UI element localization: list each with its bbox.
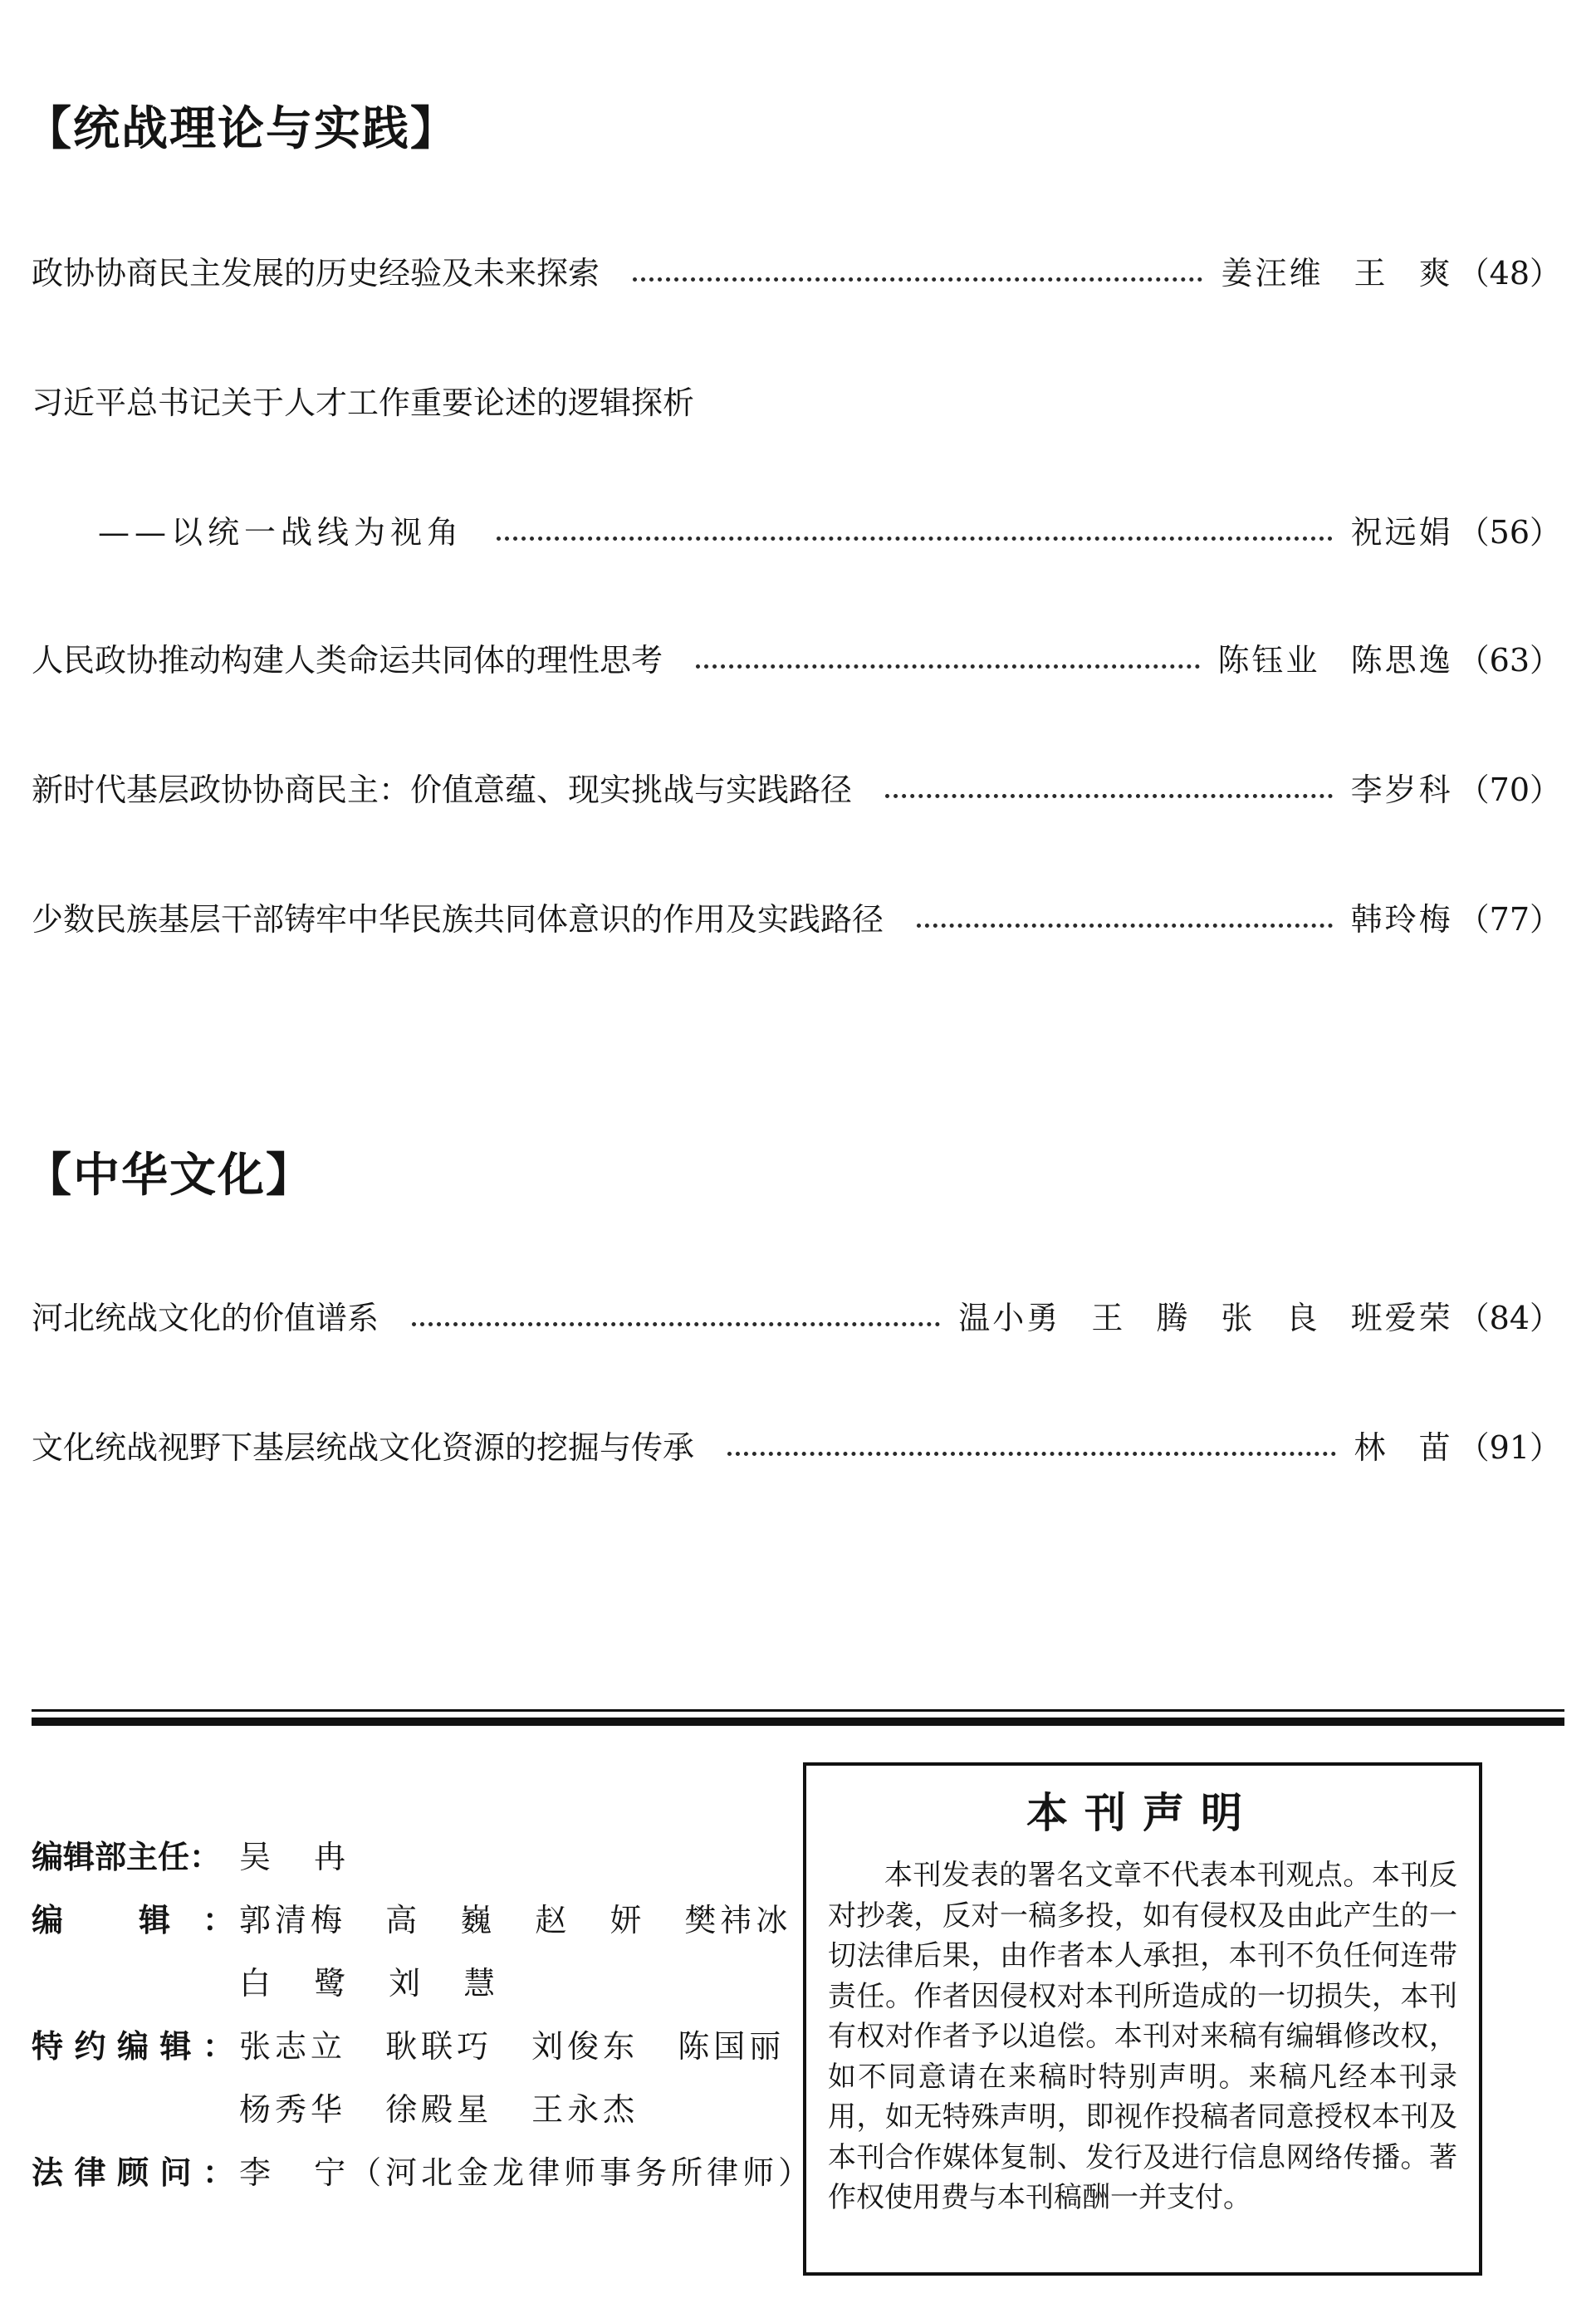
toc-entry-author: 陈钰业 陈思逸	[1217, 642, 1453, 679]
toc-entry[interactable]	[32, 889, 1561, 938]
toc-entry-title: 文化统战视野下基层统战文化资源的挖掘与传承	[32, 1429, 695, 1466]
staff-names: 张志立 耿联巧 刘俊东 陈国丽	[239, 2028, 786, 2065]
staff-label: 特约编辑：	[32, 2028, 234, 2065]
dot-leader	[917, 924, 1333, 928]
toc-entry-page: （84）	[1457, 1300, 1561, 1336]
toc-entry-title: 政协协商民主发展的历史经验及未来探索	[32, 255, 600, 292]
staff-row-editors-cont	[32, 1958, 796, 2021]
staff-label: 编 辑：	[32, 1902, 234, 1938]
toc-entry-author: 林 苗	[1354, 1429, 1453, 1466]
toc-entry-author: 李岁科	[1350, 772, 1453, 808]
toc-entry-title: 少数民族基层干部铸牢中华民族共同体意识的作用及实践路径	[32, 901, 884, 938]
divider-thick	[32, 1718, 1564, 1726]
toc-entry-page: （63）	[1457, 642, 1561, 679]
staff-row-special-editors	[32, 2021, 796, 2084]
staff-row-director	[32, 1831, 796, 1894]
staff-label: 编辑部主任：	[32, 1839, 222, 1875]
staff-row-special-editors-cont	[32, 2084, 796, 2147]
toc-entry[interactable]	[32, 1417, 1561, 1466]
toc-entry[interactable]	[32, 630, 1561, 679]
staff-row-legal	[32, 2147, 815, 2210]
toc-entry-title: 人民政协推动构建人类命运共同体的理性思考	[32, 642, 663, 679]
toc-entry-title: 新时代基层政协协商民主：价值意蕴、现实挑战与实践路径	[32, 772, 853, 808]
staff-names: 郭清梅 高 巍 赵 妍 樊祎冰	[239, 1902, 792, 1938]
staff-names: 杨秀华 徐殿星 王永杰	[239, 2091, 639, 2128]
journal-notice-box	[803, 1762, 1482, 2276]
toc-entry-page: （77）	[1457, 901, 1561, 938]
section-title-theory-practice: 【统战理论与实践】	[25, 102, 458, 156]
toc-entry[interactable]	[32, 1287, 1561, 1334]
dot-leader	[412, 1322, 940, 1326]
divider-thin	[32, 1709, 1564, 1712]
toc-entry-title: 河北统战文化的价值谱系	[32, 1300, 379, 1336]
editorial-staff	[32, 1831, 815, 2210]
toc-entry-author: 祝远娟	[1350, 514, 1453, 551]
notice-title: 本刊声明	[1026, 1789, 1259, 1837]
staff-names: 白 鹭 刘 慧	[239, 1965, 500, 2002]
toc-entry-title: ——以统一战线为视角	[98, 514, 464, 551]
staff-names: 吴 冉	[239, 1839, 350, 1875]
toc-entry-page: （48）	[1457, 255, 1561, 292]
toc-entry[interactable]	[32, 759, 1561, 806]
notice-body: 本刊发表的署名文章不代表本刊观点。本刊反对抄袭，反对一稿多投，如有侵权及由此产生的一切法律后果，由作者本人承担，本刊不负任何连带责任。作者因侵权对本刊所造成的一切损失，本刊有权对作者予以追偿。本刊对来稿有编辑修改权，如不同意请在来稿时特别声明。来稿凡经本刊录用，如无特殊声明，即视作投稿者同意授权本刊及本刊合作媒体复制、发行及进行信息网络传播。著作权使用费与本刊稿酬一并支付。	[828, 1859, 1457, 2214]
toc-entry-author: 温小勇 王 腾 张 良 班爱荣	[958, 1300, 1453, 1336]
toc-entry[interactable]	[32, 372, 1561, 419]
dot-leader	[633, 277, 1202, 282]
toc-entry-title: 习近平总书记关于人才工作重要论述的逻辑探析	[32, 385, 695, 421]
toc-entry-author: 韩玲梅	[1350, 901, 1453, 938]
dot-leader	[885, 794, 1333, 798]
dot-leader	[696, 664, 1200, 669]
toc-entry[interactable]	[32, 243, 1561, 292]
toc-entry-subtitle[interactable]	[98, 502, 1561, 551]
staff-row-editors	[32, 1894, 796, 1958]
section-title-chinese-culture: 【中华文化】	[25, 1149, 314, 1203]
toc-entry-page: （56）	[1457, 514, 1561, 551]
toc-entry-page: （70）	[1457, 772, 1561, 808]
dot-leader	[727, 1452, 1336, 1456]
staff-names: 李 宁（河北金龙律师事务所律师）	[239, 2154, 815, 2191]
toc-entry-author: 姜汪维 王 爽	[1221, 255, 1453, 292]
staff-label: 法律顾问：	[32, 2154, 234, 2191]
toc-entry-page: （91）	[1457, 1429, 1561, 1466]
dot-leader	[497, 537, 1333, 541]
